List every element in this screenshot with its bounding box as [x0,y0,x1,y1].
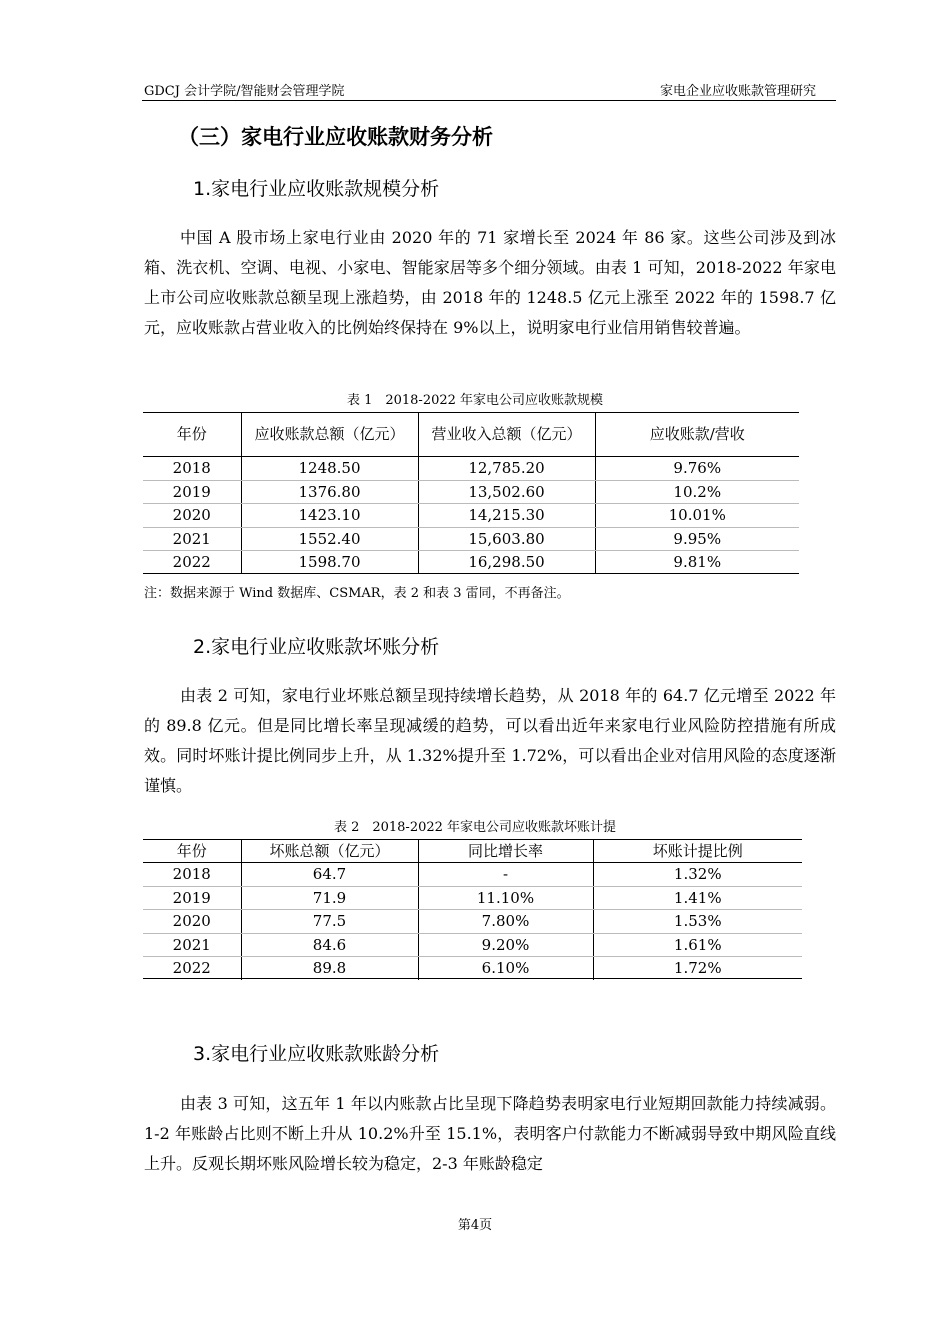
table-cell: 9.76% [595,457,799,481]
table-cell: 64.7 [241,863,418,887]
subsection-title-2: 2.家电行业应收账款坏账分析 [193,636,440,658]
subsection-title-3: 3.家电行业应收账款账龄分析 [193,1043,440,1065]
table2-row [143,863,802,887]
table1-row [143,504,799,528]
header-divider [142,100,836,101]
table-cell: 10.01% [595,504,799,528]
table-cell: 14,215.30 [418,504,595,528]
page-number: 第4页 [457,1218,493,1233]
table-cell: 10.2% [595,480,799,504]
table-cell: 6.10% [418,957,593,980]
table1-bottom-rule [143,573,799,574]
table-cell: 2019 [143,480,241,504]
table-cell: 71.9 [241,886,418,910]
table2-header-cell: 年份 [143,839,241,863]
table-cell: 2021 [143,527,241,551]
table-cell: 1.61% [593,933,802,957]
table-note: 注：数据来源于 Wind 数据库、CSMAR，表 2 和表 3 雷同，不再备注。 [144,586,570,601]
section-title: （三）家电行业应收账款财务分析 [178,125,493,149]
table-cell: 11.10% [418,886,593,910]
table-cell: 1248.50 [241,457,418,481]
table-cell: 84.6 [241,933,418,957]
table2-header-cell: 坏账计提比例 [593,839,802,863]
table-cell: 12,785.20 [418,457,595,481]
table2-row [143,933,802,957]
table1-row [143,480,799,504]
table1-caption: 表 1 2018-2022 年家电公司应收账款规模 [346,393,604,408]
table-cell: 1.41% [593,886,802,910]
table1-header-cell: 应收账款/营收 [595,412,799,457]
table-cell: 2020 [143,910,241,934]
table-cell: 2022 [172,959,211,977]
table-cell: 1376.80 [241,480,418,504]
table-cell: 9.95% [595,527,799,551]
table-cell: 15,603.80 [418,527,595,551]
table-cell: 1.53% [593,910,802,934]
table-cell: 1598.70 [241,551,418,574]
table2 [143,839,802,980]
header-right-text: 家电企业应收账款管理研究 [659,84,816,99]
table1-row [143,457,799,481]
table2-caption: 表 2 2018-2022 年家电公司应收账款坏账计提 [333,820,617,835]
table-cell: 2022 [172,553,211,571]
paragraph-2: 由表 2 可知，家电行业坏账总额呈现持续增长趋势，从 2018 年的 64.7 亿元增至 2022 年的 89.8 亿元。但是同比增长率呈现减缓的趋势，可以看出近年来家电行业风险防控措施有所成效。同时坏账计提比例同步上升，从 1.32%提升至 1.72%，可以看出企业对信用风险的态度逐渐谨慎。 [144,686,836,795]
table2-top-rule [143,839,802,840]
table-cell: 16,298.50 [418,551,595,574]
table-cell: 77.5 [241,910,418,934]
paragraph-1: 中国 A 股市场上家电行业由 2020 年的 71 家增长至 2024 年 86 家。这些公司涉及到冰箱、洗衣机、空调、电视、小家电、智能家居等多个细分领域。由表 1 可知，2018-2022 年家电上市公司应收账款总额呈现上涨趋势，由 2018 年的 1248.5 亿元上涨至 2022 年的 1598.7 亿元，应收账款占营业收入的比例始终保持在 9%以上，说明家电行业信用销售较普遍。 [144,228,836,337]
table2-bottom-rule [143,978,802,979]
table2-header-cell: 坏账总额（亿元） [241,839,418,863]
table-cell: 2020 [143,504,241,528]
table2-row [143,957,802,980]
table1-header-cell: 营业收入总额（亿元） [418,412,595,457]
header-left-text: GDCJ 会计学院/智能财会管理学院 [144,84,345,99]
table-cell: 1.32% [593,863,802,887]
table-cell: 9.20% [418,933,593,957]
table1-row [143,527,799,551]
table-cell: 1552.40 [241,527,418,551]
table1-header-cell: 应收账款总额（亿元） [241,412,418,457]
table2-row [143,886,802,910]
table-cell: 2018 [143,863,241,887]
table1-row [143,551,799,574]
paragraph-3: 由表 3 可知，这五年 1 年以内账款占比呈现下降趋势表明家电行业短期回款能力持续减弱。1-2 年账龄占比则不断上升从 10.2%升至 15.1%，表明客户付款能力不断减弱导致中期风险直线上升。反观长期坏账风险增长较为稳定，2-3 年账龄稳定 [144,1094,836,1173]
table-cell: 13,502.60 [418,480,595,504]
table-cell: 9.81% [595,551,799,574]
table-cell: 89.8 [241,957,418,980]
table-cell: 2019 [143,886,241,910]
table-cell: 1.72% [593,957,802,980]
table-cell: 2021 [143,933,241,957]
table1 [143,412,799,574]
table2-header-cell: 同比增长率 [418,839,593,863]
table2-row [143,910,802,934]
table1-top-rule [143,412,799,413]
subsection-title-1: 1.家电行业应收账款规模分析 [193,178,440,200]
table-cell: 1423.10 [241,504,418,528]
table-cell: 7.80% [418,910,593,934]
table-cell: 2018 [143,457,241,481]
table-cell: - [418,863,593,887]
table1-header-cell: 年份 [143,412,241,457]
